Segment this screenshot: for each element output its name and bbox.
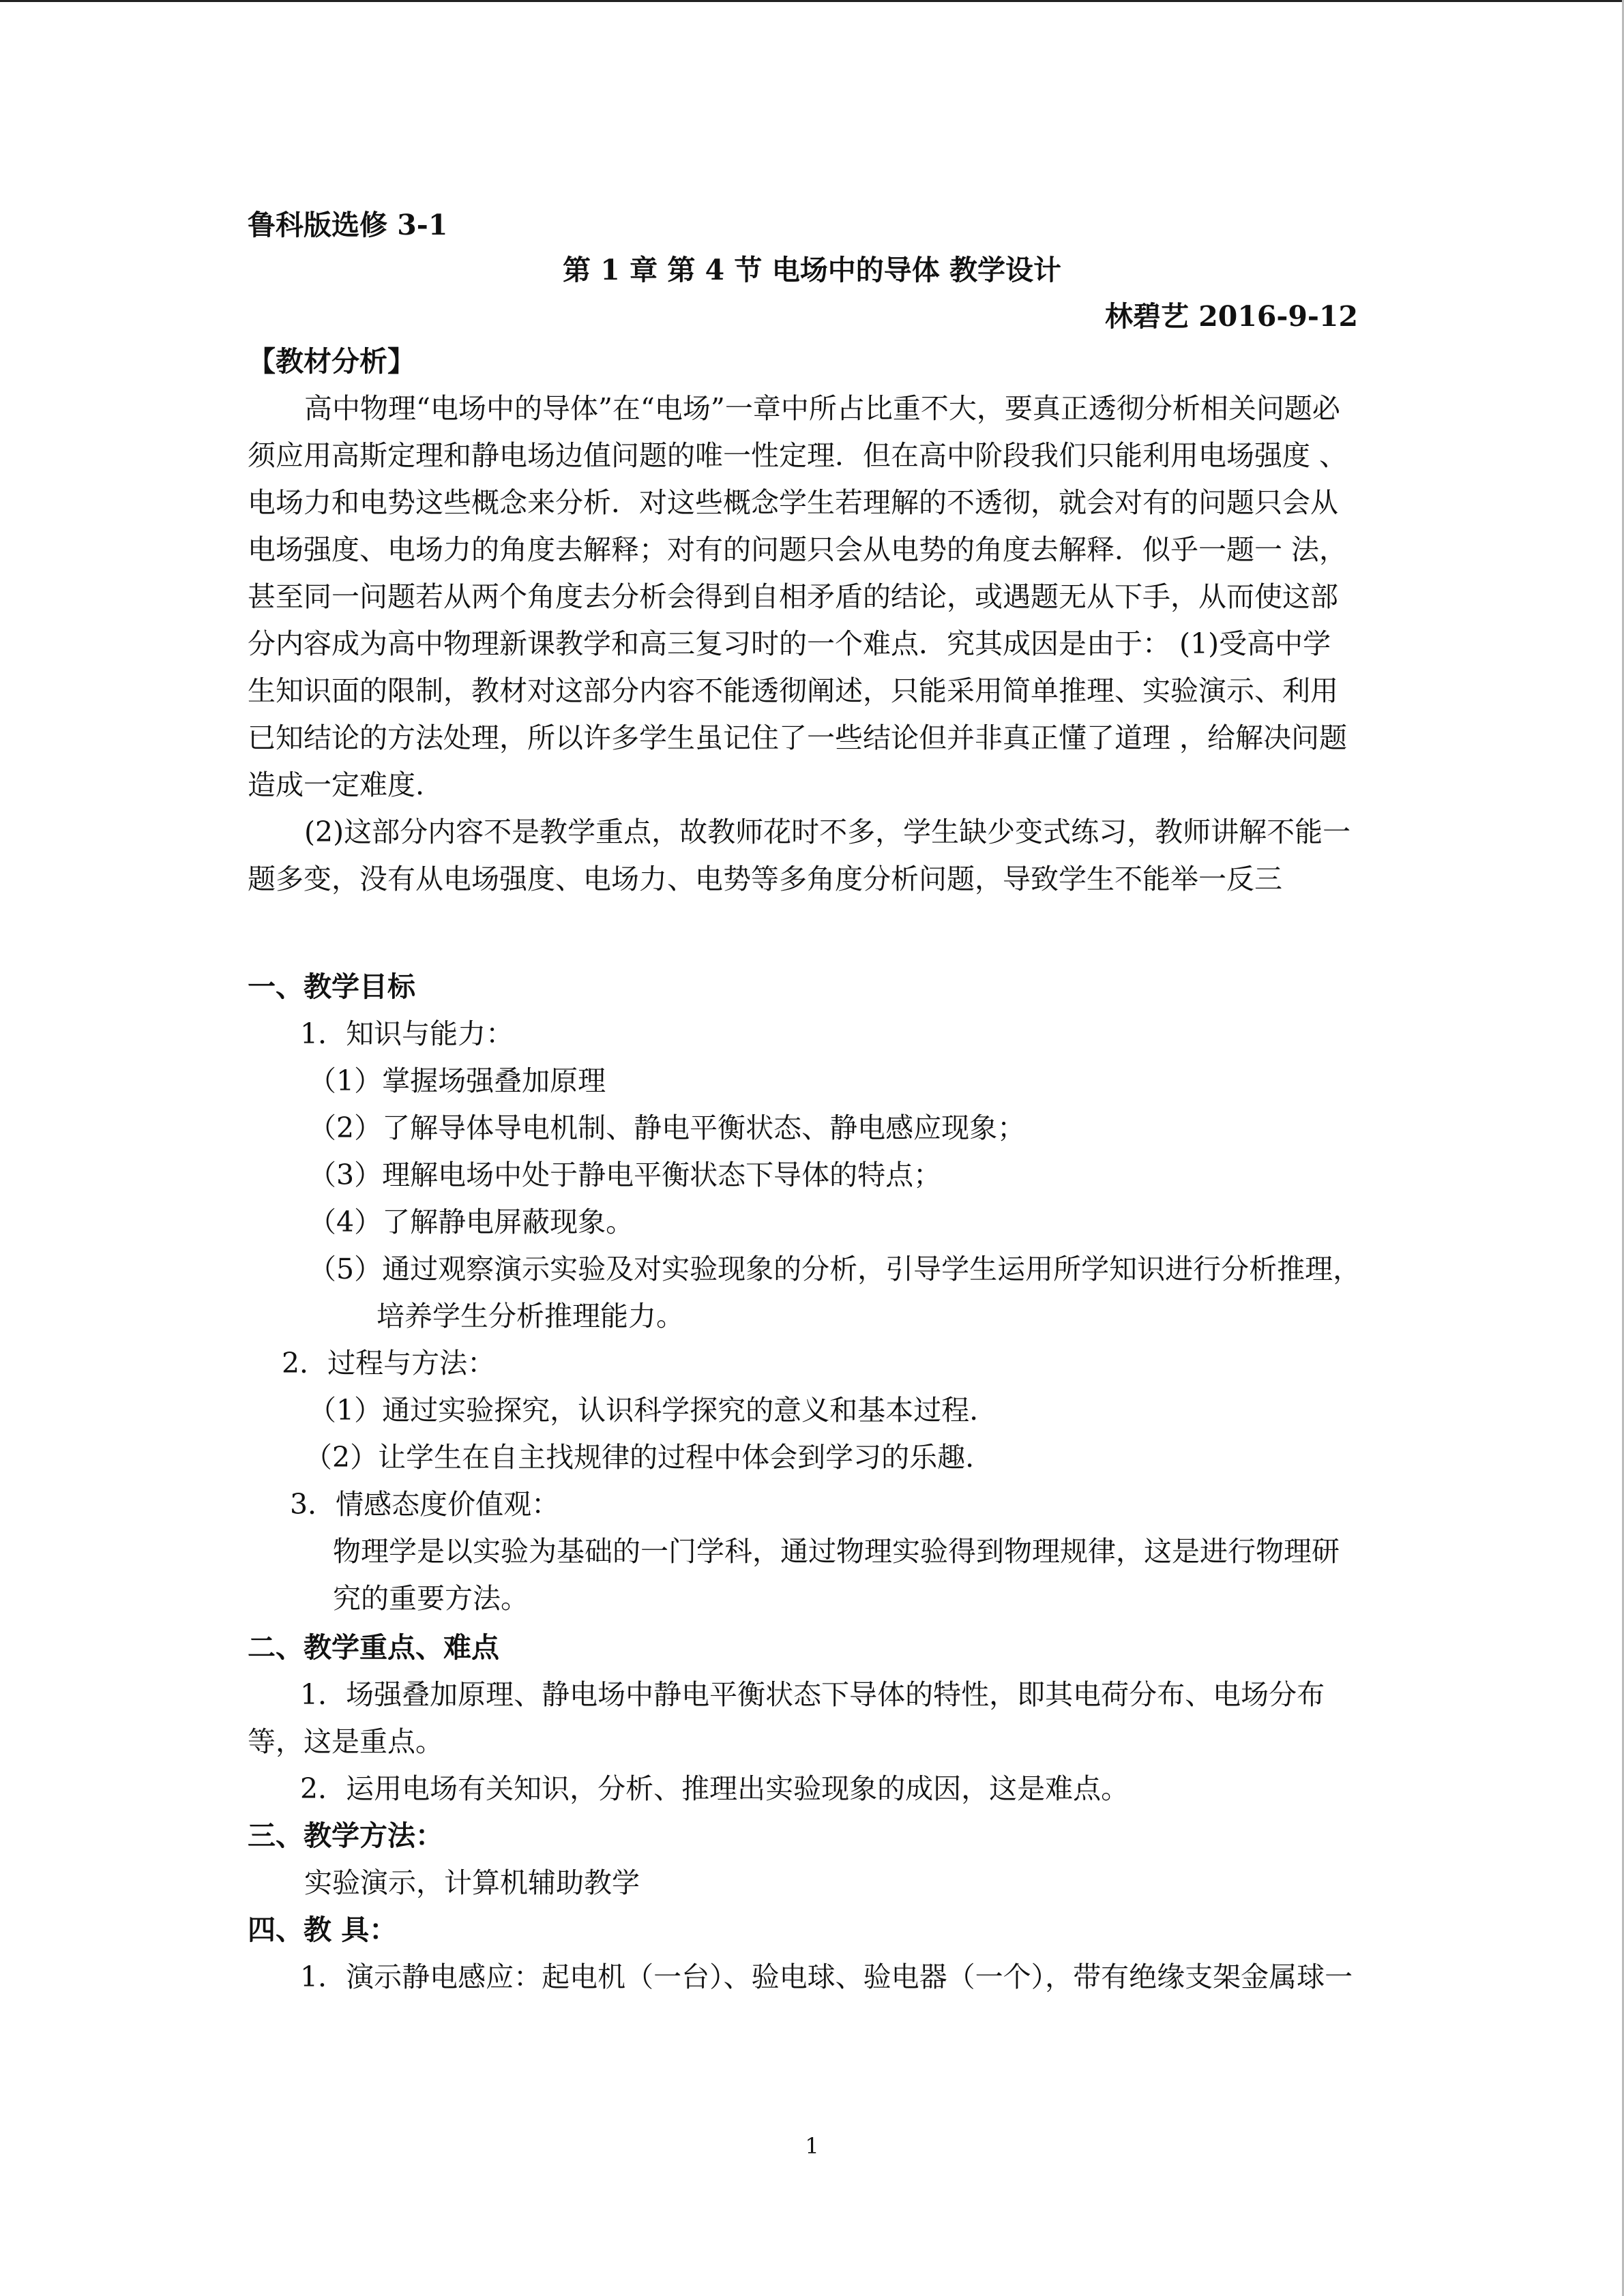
objective-item: 物理学是以实验为基础的一门学科，通过物理实验得到物理规律，这是进行物理研 (333, 1535, 1340, 1568)
objective-item: （1）掌握场强叠加原理 (308, 1064, 606, 1097)
keypoint-line: 2．运用电场有关知识，分析、推理出实验现象的成因，这是难点。 (300, 1772, 1130, 1805)
equipment-text: 1．演示静电感应：起电机（一台）、验电球、验电器（一个），带有绝缘支架金属球一 (300, 1960, 1353, 1993)
section1-subheading: 3．情感态度价值观： (290, 1488, 560, 1521)
analysis-line: 高中物理“电场中的导体”在“电场”一章中所占比重不大，要真正透彻分析相关问题必 (304, 392, 1340, 425)
section2-heading: 二、教学重点、难点 (248, 1631, 499, 1664)
section1-subheading: 2．过程与方法： (282, 1347, 496, 1380)
analysis-line: (2)这部分内容不是教学重点，故教师花时不多，学生缺少变式练习，教师讲解不能一 (304, 816, 1351, 848)
analysis-line: 已知结论的方法处理，所以许多学生虽记住了一些结论但并非真正懂了道理 ，给解决问题 (248, 721, 1348, 754)
section4-heading: 四、教 具： (248, 1913, 398, 1946)
objective-item: （2）让学生在自主找规律的过程中体会到学习的乐趣. (304, 1441, 975, 1474)
objective-item: （5）通过观察演示实验及对实验现象的分析，引导学生运用所学知识进行分析推理， (308, 1253, 1361, 1285)
analysis-line: 甚至同一问题若从两个角度去分析会得到自相矛盾的结论，或遇题无从下手，从而使这部 (248, 580, 1338, 613)
analysis-line: 题多变，没有从电场强度、电场力、电势等多角度分析问题，导致学生不能举一反三 (248, 863, 1282, 895)
top-border (0, 0, 1624, 2)
section1-subheading: 1．知识与能力： (300, 1017, 514, 1050)
objective-item: （4）了解静电屏蔽现象。 (308, 1206, 634, 1238)
edition-label: 鲁科版选修 3-1 (248, 209, 448, 241)
objective-item: 培养学生分析推理能力。 (377, 1300, 684, 1332)
analysis-heading: 【教材分析】 (248, 345, 415, 378)
page-number: 1 (805, 2133, 819, 2159)
objective-item: 究的重要方法。 (333, 1582, 529, 1615)
objective-item: （1）通过实验探究，认识科学探究的意义和基本过程. (308, 1394, 979, 1427)
author-date: 林碧艺 2016-9-12 (1104, 300, 1358, 333)
analysis-line: 分内容成为高中物理新课教学和高三复习时的一个难点．究其成因是由于： (1)受高中学 (248, 627, 1331, 660)
analysis-line: 电场强度、电场力的角度去解释；对有的问题只会从电势的角度去解释．似乎一题一 法， (248, 533, 1348, 566)
analysis-line: 电场力和电势这些概念来分析．对这些概念学生若理解的不透彻，就会对有的问题只会从 (248, 486, 1338, 519)
section1-heading: 一、教学目标 (248, 970, 415, 1003)
objective-item: （3）理解电场中处于静电平衡状态下导体的特点； (308, 1159, 942, 1191)
keypoint-line: 1．场强叠加原理、静电场中静电平衡状态下导体的特性，即其电荷分布、电场分布 (300, 1678, 1325, 1711)
method-text: 实验演示，计算机辅助教学 (304, 1866, 640, 1899)
analysis-line: 造成一定难度. (248, 769, 425, 801)
objective-item: （2）了解导体导电机制、静电平衡状态、静电感应现象； (308, 1112, 1026, 1144)
keypoint-line: 等，这是重点。 (248, 1725, 443, 1758)
document-title: 第 1 章 第 4 节 电场中的导体 教学设计 (563, 254, 1061, 286)
section3-heading: 三、教学方法： (248, 1819, 443, 1852)
analysis-line: 生知识面的限制，教材对这部分内容不能透彻阐述，只能采用简单推理、实验演示、利用 (248, 674, 1338, 707)
analysis-line: 须应用高斯定理和静电场边值问题的唯一性定理．但在高中阶段我们只能利用电场强度 、 (248, 439, 1348, 472)
